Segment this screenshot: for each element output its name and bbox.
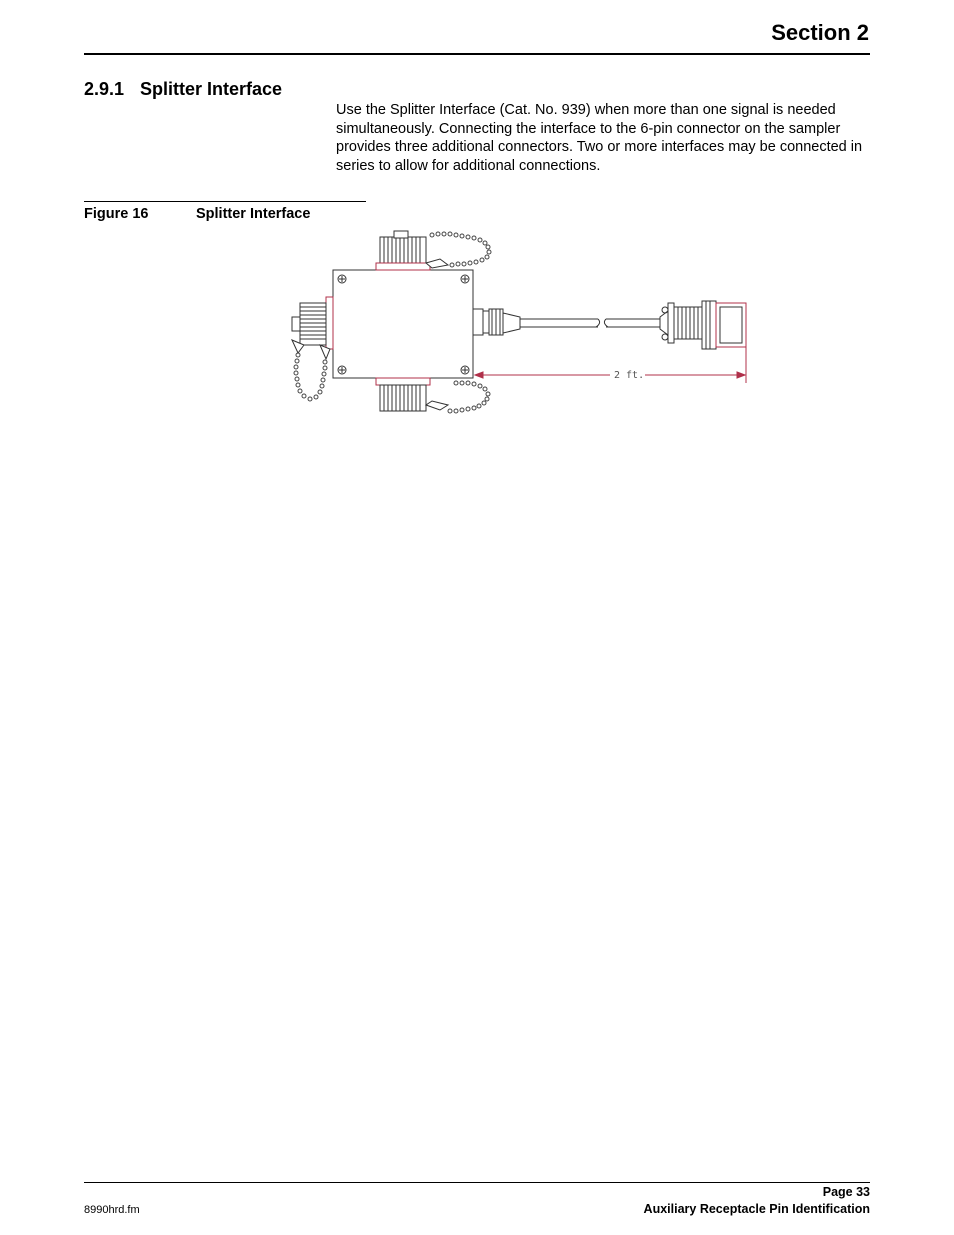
- header-rule: [84, 53, 870, 55]
- subsection-number: 2.9.1: [84, 79, 125, 99]
- figure-rule: [84, 201, 366, 202]
- section-title: Section 2: [771, 20, 869, 45]
- dimension-label: 2 ft.: [614, 370, 645, 381]
- figure-title: Splitter Interface: [196, 206, 311, 222]
- footer-filename: 8990hrd.fm: [84, 1204, 140, 1216]
- top-connector: [376, 231, 448, 270]
- splitter-interface-drawing: [280, 225, 760, 420]
- figure-number: Figure 16: [84, 206, 149, 222]
- left-chain: [294, 353, 327, 401]
- junction-box: [333, 270, 473, 378]
- six-pin-plug-connector: [660, 301, 746, 349]
- subsection-heading: [84, 79, 282, 100]
- page-number: Page 33: [822, 1185, 870, 1199]
- footer-rule: [84, 1182, 870, 1183]
- left-connector: [292, 297, 333, 359]
- footer-title: Auxiliary Receptacle Pin Identification: [643, 1202, 870, 1216]
- cable: [520, 319, 660, 327]
- cable-strain-relief: [473, 309, 520, 335]
- body-paragraph: Use the Splitter Interface (Cat. No. 939) when more than one signal is needed simultaneously. Connecting the interface to the 6-pin connector on the sampler provides three additional connectors. Two or more interfaces may be connected in series to allow for additional connections.: [336, 102, 863, 175]
- figure-caption: [84, 206, 310, 222]
- subsection-title: Splitter Interface: [140, 79, 283, 99]
- bottom-chain: [448, 381, 490, 413]
- bottom-connector: [376, 378, 448, 411]
